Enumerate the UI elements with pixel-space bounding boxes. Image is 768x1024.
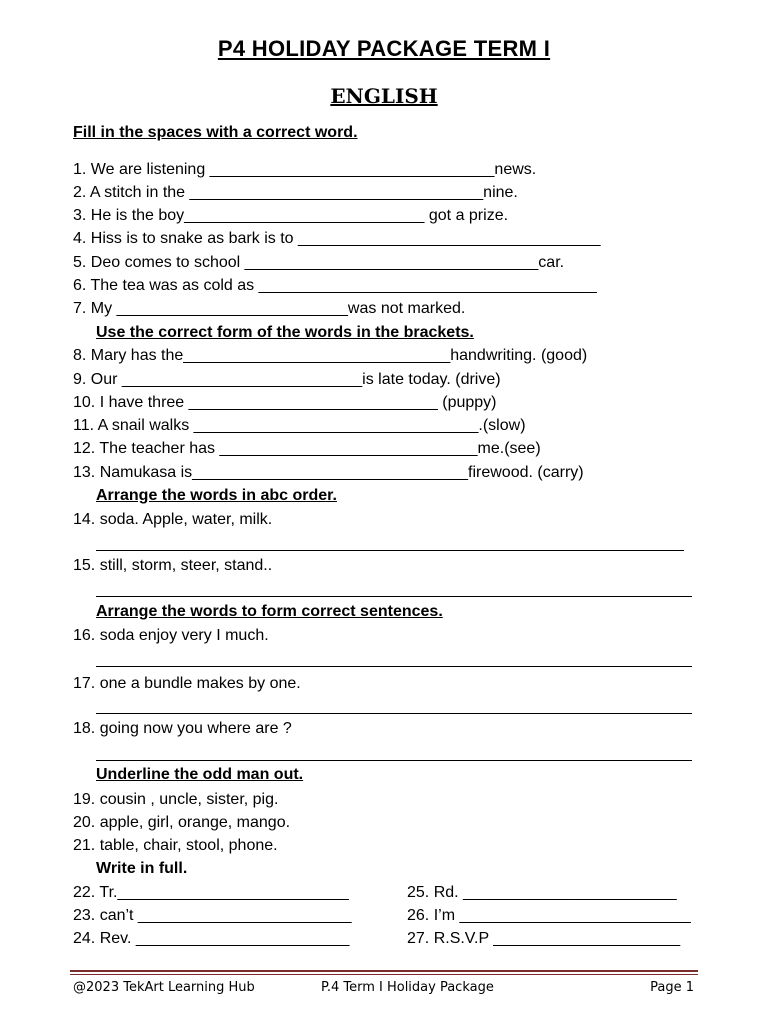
- section-odd-man-out: Underline the odd man out.: [96, 766, 304, 783]
- question-19: 19. cousin , uncle, sister, pig.: [73, 791, 279, 808]
- footer-copyright: @2023 TekArt Learning Hub: [73, 980, 255, 995]
- section-abc-order: Arrange the words in abc order.: [96, 487, 337, 504]
- question-9: 9. Our ___________________________is late today. (drive): [73, 371, 501, 388]
- section-fill-in: Fill in the spaces with a correct word.: [73, 124, 358, 141]
- question-26: 26. I’m __________________________: [407, 907, 691, 924]
- question-13: 13. Namukasa is_______________________________firewood. (carry): [73, 464, 584, 481]
- question-14: 14. soda. Apple, water, milk.: [73, 511, 273, 528]
- question-7: 7. My __________________________was not marked.: [73, 300, 466, 317]
- question-23: 23. can’t ________________________: [73, 907, 352, 924]
- footer-divider: [70, 970, 698, 972]
- section-correct-form: Use the correct form of the words in the brackets.: [96, 324, 474, 341]
- question-2: 2. A stitch in the _________________________________nine.: [73, 184, 518, 201]
- answer-line-15: [96, 596, 692, 597]
- page-title: P4 HOLIDAY PACKAGE TERM I: [217, 36, 551, 61]
- question-3: 3. He is the boy___________________________ got a prize.: [73, 207, 509, 224]
- question-4: 4. Hiss is to snake as bark is to __________________________________: [73, 230, 601, 247]
- question-6: 6. The tea was as cold as ______________________________________: [73, 277, 597, 294]
- answer-line-16: [96, 666, 692, 667]
- section-write-in-full: Write in full.: [96, 860, 188, 877]
- question-15: 15. still, storm, steer, stand..: [73, 557, 273, 574]
- question-16: 16. soda enjoy very I much.: [73, 627, 269, 644]
- question-1: 1. We are listening ________________________________news.: [73, 161, 537, 178]
- footer-page-number: Page 1: [650, 980, 694, 995]
- answer-line-14: [96, 550, 684, 551]
- section-form-sentences: Arrange the words to form correct sentences.: [96, 603, 443, 620]
- subject-heading: ENGLISH: [330, 84, 438, 108]
- question-8: 8. Mary has the______________________________handwriting. (good): [73, 347, 588, 364]
- question-17: 17. one a bundle makes by one.: [73, 675, 301, 692]
- question-18: 18. going now you where are ?: [73, 720, 292, 737]
- question-11: 11. A snail walks ________________________________.(slow): [73, 417, 526, 434]
- answer-line-17: [96, 713, 692, 714]
- question-25: 25. Rd. ________________________: [407, 884, 677, 901]
- question-12: 12. The teacher has _____________________________me.(see): [73, 440, 541, 457]
- question-24: 24. Rev. ________________________: [73, 930, 350, 947]
- answer-line-18: [96, 760, 692, 761]
- question-10: 10. I have three ____________________________ (puppy): [73, 394, 497, 411]
- question-20: 20. apple, girl, orange, mango.: [73, 814, 291, 831]
- question-22: 22. Tr.__________________________: [73, 884, 349, 901]
- question-21: 21. table, chair, stool, phone.: [73, 837, 278, 854]
- question-27: 27. R.S.V.P _____________________: [407, 930, 681, 947]
- question-5: 5. Deo comes to school _________________________________car.: [73, 254, 565, 271]
- footer-divider-thin: [70, 974, 698, 975]
- footer-title: P.4 Term I Holiday Package: [321, 980, 494, 995]
